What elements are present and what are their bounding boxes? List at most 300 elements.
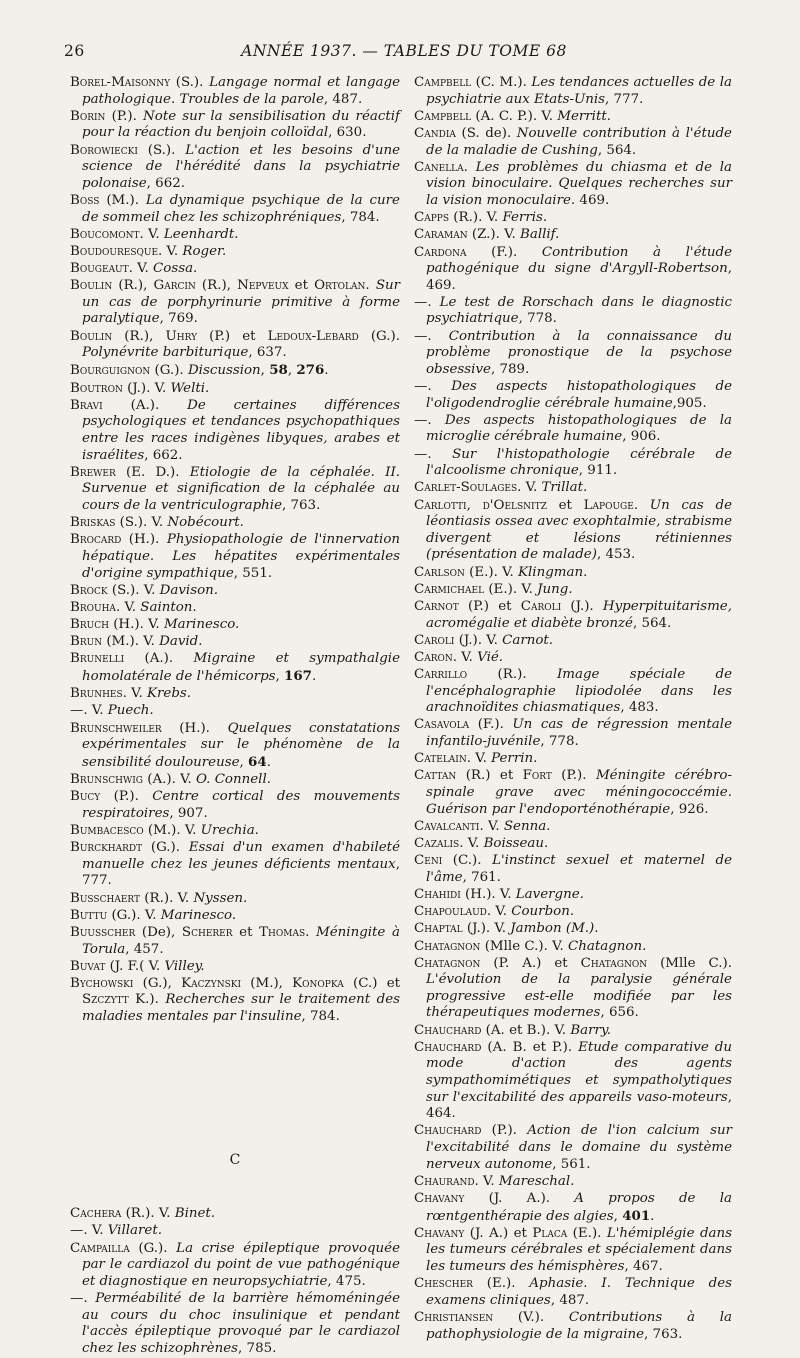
entry-text: . (305, 924, 317, 940)
entry-text: (Z.). V. (467, 227, 521, 243)
entry-text: , 778. (518, 311, 557, 327)
author-name: Campbell (414, 108, 472, 124)
index-entry (70, 823, 400, 840)
entry-text: (G.). (150, 363, 188, 379)
entry-text: (P.) et (458, 598, 521, 614)
index-entry (414, 160, 732, 210)
author-name: Borin (70, 108, 106, 124)
work-title: L'évolution de la paralysie générale progressive est-elle modifiée par les thérapeutiques modernes (426, 972, 732, 1021)
author-name: Brunelli (70, 651, 125, 667)
index-entry (70, 634, 400, 651)
entries-c (70, 1206, 400, 1357)
index-entry (414, 1040, 732, 1123)
work-title: Recherches sur le traitement des maladies mentales par l'insuline (82, 992, 400, 1025)
entry-text: (A. C. P.). V. (471, 108, 558, 124)
work-title: Les tendances actuelles de la psychiatrie aux Etats-Unis (426, 75, 732, 107)
index-entry (70, 75, 400, 108)
work-title: Jambon (M.). (510, 921, 599, 937)
entry-text: . V. (466, 751, 492, 767)
author-name: Bychowski (70, 975, 134, 991)
entry-text: (R.), (112, 328, 166, 344)
author-name: Catelain (414, 751, 467, 767)
author-name: Ortolan (314, 278, 366, 294)
index-entry (70, 398, 400, 464)
entry-text: (A.). (124, 651, 194, 667)
index-entry (70, 908, 400, 925)
entry-text: (Mlle C.). V. (480, 938, 568, 954)
work-title: Discussion (187, 363, 261, 379)
entry-text: (P. A.) et (480, 955, 581, 971)
entry-text: , 487. (550, 1292, 590, 1308)
entry-text: . V. (122, 686, 148, 702)
author-name: Chauchard (414, 1123, 482, 1139)
bold-page-ref: 58 (269, 362, 288, 379)
entry-text: . V. (517, 480, 542, 496)
index-entry (70, 703, 400, 720)
entries-b (70, 75, 400, 1026)
entry-text: , 457. (125, 941, 164, 957)
index-entry (414, 1226, 732, 1276)
index-entry (414, 751, 732, 768)
work-title: L'action et les besoins d'une science de l'hérédité dans la psychiatrie polonaise (82, 142, 401, 191)
index-entry (414, 939, 732, 956)
work-title: Ballif. (520, 227, 560, 243)
author-name: Scherer (181, 924, 233, 940)
entry-text: (G.), (133, 975, 182, 991)
index-entry (414, 295, 732, 328)
entry-text: (M.). V. (143, 822, 201, 838)
index-entry (70, 1206, 400, 1223)
work-title: Nobécourt. (167, 515, 244, 531)
index-entry (414, 210, 732, 227)
entry-text: (A. et B.). V. (481, 1022, 571, 1038)
entry-text: , 784. (341, 209, 380, 225)
author-name: Campbell (414, 75, 472, 90)
work-title: Welti. (170, 380, 210, 396)
entry-text: (G.). V. (107, 907, 161, 923)
author-name: Borowiecki (70, 142, 138, 158)
work-title: Vié. (477, 649, 504, 665)
author-name: Thomas (259, 924, 306, 940)
index-entry (414, 650, 732, 667)
entry-text: (M.). V. (102, 634, 160, 650)
entry-text: , 769. (159, 311, 198, 327)
author-name: Chaptal (414, 921, 463, 937)
index-entry (70, 465, 400, 515)
entry-text: , 469. (426, 261, 732, 293)
work-title: Marinesco. (163, 617, 240, 633)
entry-text: (De), (135, 924, 182, 940)
index-entry (414, 1191, 732, 1225)
author-name: Bumbacesco (70, 822, 144, 838)
work-title: Cossa. (153, 261, 198, 277)
work-title: Binet. (174, 1206, 216, 1222)
work-title: Contributions à la pathophysiologie de la migraine (426, 1309, 732, 1342)
entry-text: , 926. (670, 801, 709, 817)
right-column (414, 75, 732, 1344)
work-title: Ferris. (502, 210, 548, 226)
index-entry (70, 278, 400, 328)
index-entry (414, 126, 732, 159)
index-entry (414, 633, 732, 650)
author-name: Buttu (70, 907, 108, 923)
entry-text: . (365, 278, 376, 294)
entry-text: (R.) et (456, 768, 523, 784)
entry-text: (P.). (481, 1123, 528, 1139)
index-entry (414, 836, 732, 853)
entry-text: , 467. (624, 1258, 663, 1274)
entry-text: , 564. (632, 615, 672, 631)
author-name: Busschaert (70, 890, 141, 906)
work-title: Senna. (503, 818, 551, 834)
author-name: Borel-Maisonny (70, 75, 171, 90)
entry-text: , 763. (282, 497, 321, 513)
entry-text: (P.). (551, 768, 596, 784)
work-title: Polynévrite barbiturique (82, 345, 249, 361)
author-name: Boulin (70, 328, 113, 344)
entry-text: . (463, 159, 476, 175)
work-title: Urechia. (200, 822, 259, 838)
author-name: Bougeaut (70, 261, 129, 277)
entry-text: (R.), (112, 278, 154, 294)
entry-text: (R.). V. (121, 1206, 175, 1222)
entry-text: , 561. (552, 1156, 591, 1172)
entry-text: (E.). (472, 1276, 530, 1292)
entry-text: , 475. (327, 1273, 366, 1289)
author-name: Carmichael (414, 581, 485, 597)
index-entry (70, 1223, 400, 1240)
entry-text: . V. (479, 818, 504, 834)
index-entry (414, 1276, 732, 1309)
entry-text: . (324, 363, 329, 379)
entry-text: , 777. (605, 91, 644, 107)
entry-text: . 469. (570, 192, 610, 208)
entry-text: , 763. (644, 1326, 683, 1342)
entry-text: —. (414, 379, 452, 395)
work-title: Roger. (182, 243, 227, 259)
work-title: L'instinct sexuel et maternel de l'âme (426, 853, 732, 885)
author-name: Cachera (70, 1206, 122, 1222)
author-name: Boucomont (70, 226, 140, 242)
index-entry (70, 193, 400, 226)
entry-text: (E. D.). (115, 464, 190, 480)
work-title: Boisseau. (483, 835, 549, 851)
index-entry (414, 921, 732, 938)
entry-text: (A.). V. (142, 772, 196, 787)
index-entry (70, 515, 400, 532)
index-entry (414, 717, 732, 750)
entry-text: (J. A.) et (464, 1225, 533, 1241)
entry-text: , 911. (578, 463, 618, 479)
author-name: Uhry (165, 328, 198, 344)
author-name: Bruch (70, 617, 109, 633)
entry-text: (P.) et (197, 328, 268, 344)
entry-text: . (650, 1208, 655, 1224)
index-entry (70, 381, 400, 398)
index-entry (414, 1310, 732, 1343)
entry-text: . (633, 497, 650, 513)
author-name: Campailla (70, 1240, 130, 1256)
bold-page-ref: 167 (284, 668, 312, 685)
index-entry (70, 959, 400, 976)
index-entry (70, 362, 400, 380)
entry-text: (M.), (241, 975, 293, 991)
entry-text: . (312, 669, 317, 685)
index-entry (414, 480, 732, 497)
entry-text: (E.). (567, 1225, 607, 1241)
author-name: Konopka (292, 975, 344, 991)
author-name: Cattan (414, 768, 457, 784)
entry-text: (G.). (129, 1240, 177, 1256)
entry-text: —. (414, 412, 445, 428)
index-entry (70, 261, 400, 278)
work-title: Hyperpituitarisme, acromégalie et diabète bronzé (426, 598, 732, 631)
entry-text: (S.). V. (107, 582, 160, 598)
author-name: Chavany (414, 1225, 465, 1241)
entry-text: , 907. (169, 805, 208, 821)
index-entry (70, 1291, 400, 1357)
author-name: Cavalcanti (414, 818, 480, 834)
bold-page-ref: 276 (296, 362, 325, 379)
author-name: Brewer (70, 464, 116, 480)
entry-text: (R.). V. (140, 890, 194, 906)
entry-text: . V. (158, 243, 183, 259)
entry-text: , 656. (600, 1005, 639, 1021)
author-name: Cardona (414, 244, 467, 260)
author-name: Canella (414, 159, 464, 175)
work-title: David. (159, 634, 203, 650)
author-name: Chahidi (414, 886, 461, 902)
author-name: Cazalis (414, 835, 460, 851)
index-entry (414, 904, 732, 921)
entry-text: (F.). (466, 244, 542, 260)
work-title: Aphasie. I. Technique des examens cliniques (426, 1276, 733, 1308)
work-title: Méningite cérébro-spinale grave avec méningococcémie. Guérison par l'endoporténothérapie (426, 768, 732, 817)
work-title: Sainton. (140, 599, 197, 615)
index-entry (70, 976, 400, 1026)
index-entry (414, 667, 732, 717)
work-title: Jung. (537, 581, 573, 597)
entry-text: K.). (128, 992, 166, 1008)
entry-text: —. V. (70, 703, 108, 719)
index-entry (70, 617, 400, 634)
work-title: A propos de la rœntgenthérapie des algies (426, 1190, 732, 1224)
index-entry (414, 565, 732, 582)
work-title: O. Connell. (195, 772, 271, 787)
author-name: Chescher (414, 1276, 473, 1292)
work-title: Migraine et sympathalgie homolatérale de l'hémicorps (82, 651, 400, 685)
author-name: Candia (414, 125, 456, 141)
entry-text: (A. B. et P.). (481, 1039, 579, 1055)
author-name: Chatagnon (414, 955, 481, 971)
bold-page-ref: 64 (248, 753, 267, 770)
work-title: Contribution à l'étude pathogénique du signe d'Argyll-Robertson (426, 244, 732, 277)
author-name: Ledoux-Lebard (267, 328, 359, 344)
entry-text: , 662. (146, 175, 185, 191)
author-name: d'Oelsnitz (482, 497, 547, 513)
author-name: Brock (70, 582, 108, 598)
index-entry (414, 498, 732, 564)
author-name: Christiansen (414, 1309, 494, 1325)
entry-text: (J. F.( V. (105, 958, 165, 974)
entry-text: (R.), (195, 278, 238, 294)
index-entry (70, 244, 400, 261)
index-entry (414, 245, 732, 295)
entry-text: (R.). V. (449, 210, 503, 226)
author-name: Brunhes (70, 686, 123, 702)
entry-text: , (613, 1208, 623, 1224)
author-name: Bravi (70, 397, 103, 413)
index-entry (70, 227, 400, 244)
index-entry (70, 600, 400, 617)
entry-text: ,905. (672, 395, 707, 411)
entry-text: , 761. (462, 869, 501, 885)
entry-text: et (546, 497, 584, 513)
entry-text: . V. (459, 835, 484, 851)
work-title: Perméabilité de la barrière hémoméningée au cours du choc insulinique et pendant l'accès épileptique provoqué par le cardiazol chez les schizophrènes (82, 1291, 400, 1356)
work-title: Perrin. (491, 751, 538, 767)
index-entry (414, 227, 732, 244)
running-header (64, 40, 744, 64)
entry-text: , 487. (323, 91, 363, 107)
entry-text: , 662. (144, 447, 183, 463)
entry-text: (S. de). (455, 125, 517, 141)
entry-text: —. (70, 1291, 96, 1306)
work-title: Les problèmes du chiasma et de la vision binoculaire. Quelques recherches sur la vision monoculaire (426, 159, 732, 208)
work-title: Note sur la sensibilisation du réactif pour la réaction du benjoin colloïdal (82, 108, 400, 141)
work-title: Langage normal et langage pathologique. Troubles de la parole (82, 75, 401, 107)
work-title: Trillat. (541, 480, 588, 496)
index-entry (70, 1241, 400, 1291)
entry-text: (G.). (142, 840, 189, 856)
work-title: Marinesco. (160, 907, 237, 923)
entry-text: (A.). (102, 397, 188, 413)
index-entry (70, 329, 400, 362)
work-title: Quelques constatations expérimentales sur le phénomène de la sensibilité douloureuse (82, 720, 400, 770)
index-entry (70, 721, 400, 772)
entry-text: , 564. (597, 142, 637, 158)
work-title: Lavergne. (515, 886, 584, 902)
entry-text: , (287, 363, 297, 379)
entry-text: , 464. (426, 1089, 732, 1122)
entry-text: , 637. (248, 345, 287, 361)
work-title: Courbon. (511, 904, 575, 920)
work-title: Des aspects histopathologiques de l'oligodendroglie cérébrale humaine (426, 379, 732, 411)
entry-text: , 551. (233, 565, 273, 581)
author-name: Carlson (414, 564, 465, 580)
entry-text: (J.). (561, 598, 603, 614)
work-title: Leenhardt. (163, 226, 239, 242)
entry-text: (P.). (105, 108, 144, 124)
author-name: Chauchard (414, 1022, 482, 1038)
entry-text: (C.). (442, 853, 493, 869)
author-name: Capps (414, 210, 450, 226)
index-entry (414, 853, 732, 886)
author-name: Buusscher (70, 924, 136, 940)
work-title: L'hémiplégie dans les tumeurs cérébrales et spécialement dans les tumeurs des hémisphères (426, 1225, 733, 1274)
author-name: Lapouge (583, 497, 634, 513)
index-entry (70, 789, 400, 822)
work-title: La crise épileptique provoquée par le cardiazol du point de vue pathogénique et diagnostique en neuropsychiatrie (82, 1240, 400, 1289)
author-name: Caraman (414, 227, 468, 243)
entry-text: . V. (486, 904, 512, 920)
author-name: Brun (70, 634, 103, 650)
entry-text: , 784. (301, 1009, 340, 1025)
entry-text: , 778. (540, 734, 579, 750)
index-entry (70, 891, 400, 908)
work-title: Etiologie de la céphalée. II. Survenue et signification de la céphalée au cours de la ventriculographie (82, 464, 400, 513)
work-title: Action de l'ion calcium sur l'excitabilité dans le domaine du système nerveux autonome (426, 1123, 732, 1172)
entry-text: —. (414, 328, 449, 344)
author-name: Chapoulaud (414, 904, 487, 920)
entry-text: (E.). V. (464, 564, 519, 580)
work-title: Image spéciale de l'encéphalographie lipiodolée dans les arachnoïdites chiasmatiques (426, 667, 732, 716)
index-entry (70, 772, 400, 789)
author-name: Buvat (70, 958, 106, 974)
entry-text: , 785. (238, 1340, 277, 1356)
work-title: Des aspects histopathologiques de la microglie cérébrale humaine (426, 412, 733, 445)
entry-text: et (288, 278, 315, 294)
entry-text: (S.). (137, 142, 186, 158)
entry-text: (V.). (493, 1309, 569, 1325)
author-name: Carnot (414, 598, 459, 614)
work-title: Carnot. (502, 632, 554, 648)
index-entry (70, 686, 400, 703)
entry-text: (H.). V. (460, 886, 516, 902)
entry-text: (C.) et (343, 975, 400, 991)
index-entry (414, 1023, 732, 1040)
index-entry (414, 1123, 732, 1173)
entry-text: (F.). (469, 717, 513, 733)
entry-text: (Mlle C.). (647, 955, 732, 971)
entry-text: (G.). (358, 328, 401, 344)
page-number: 26 (64, 42, 85, 60)
author-name: Nepveux (237, 278, 289, 294)
author-name: Briskas (70, 515, 116, 531)
work-title: Villaret. (107, 1223, 162, 1239)
author-name: Burckhardt (70, 840, 143, 856)
author-name: Caron (414, 649, 453, 665)
entry-text: (J.). V. (462, 921, 511, 937)
work-title: Essai d'un examen d'habileté manuelle chez les jeunes déficients mentaux (82, 840, 400, 872)
work-title: Barry. (570, 1022, 611, 1038)
entry-text: , (275, 669, 285, 685)
work-title: Un cas de léontiasis ossea avec exophtalmie, strabisme divergent et lésions rétiniennes (présentation de malade) (426, 497, 733, 563)
entry-text: (H.). (161, 720, 228, 736)
index-entry (414, 329, 732, 379)
work-title: Chatagnon. (567, 938, 647, 954)
entry-text: (S.). (170, 75, 210, 90)
work-title: Contribution à la connaissance du problème pronostique de la psychose obsessive (426, 328, 732, 377)
author-name: Chauchard (414, 1039, 482, 1055)
work-title: Villey. (164, 958, 205, 974)
entry-text: (S.). V. (115, 515, 168, 531)
index-entry (414, 887, 732, 904)
index-entry (414, 413, 732, 446)
entry-text: . V. (115, 599, 141, 615)
author-name: Boudouresque (70, 243, 159, 259)
author-name: Boutron (70, 380, 123, 396)
entry-text: , (260, 363, 270, 379)
entry-text: (H.). V. (108, 617, 164, 633)
entries-c-continued (414, 75, 732, 1343)
index-entry (414, 599, 732, 632)
entry-text: (J.). V. (122, 380, 171, 396)
work-title: Un cas de régression mentale infantilo-juvénile (426, 717, 732, 750)
entry-text: , 630. (328, 125, 367, 141)
index-entry (414, 819, 732, 836)
running-title: ANNÉE 1937. — TABLES DU TOME 68 (241, 42, 567, 60)
